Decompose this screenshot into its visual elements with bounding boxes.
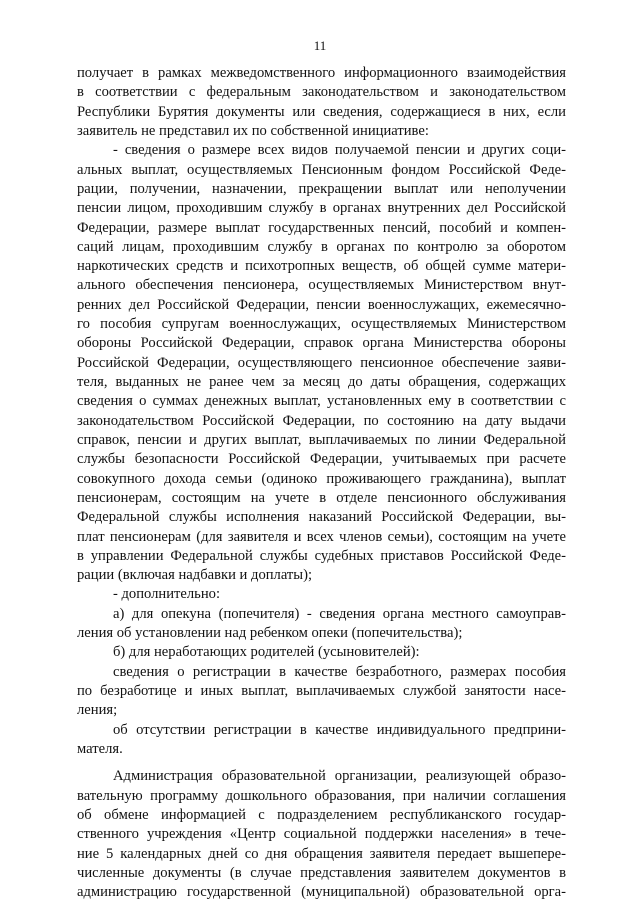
text-line: а) для опекуна (попечителя) - сведения органа местного самоуправ- [113,605,566,622]
text-line: сведения о суммах денежных выплат, установленных ему в соответствии с [77,393,566,410]
text-line: получает в рамках межведомственного информационного взаимодействия [77,65,566,81]
text-line: саций лицам, проходившим службу в органах по контролю за оборотом [77,238,566,255]
paragraph-gap [77,759,566,767]
text-line: об обмене информацией с подразделением республиканского государ- [77,806,566,823]
text-line: рации, получении, назначении, прекращении выплат или неполучении [77,180,566,197]
text-line: ренних дел Российской Федерации, пенсии военнослужащих, ежемесячно- [77,296,566,313]
text-line: ления; [77,702,118,719]
text-line: Российской Федерации, осуществляющего пенсионное обеспечение заяви- [77,354,566,371]
text-line: пенсионерам, состоящим на учете в отделе пенсионного обслуживания [77,489,566,506]
text-line: заявитель не представил их по собственной инициативе: [77,122,429,139]
text-line: обороны Российской Федерации, справок органа Министерства обороны [77,335,566,352]
text-line: сведения о регистрации в качестве безработного, размерах пособия [113,663,566,680]
text-line: го пособия супругам военнослужащих, осуществляемых Министерством [77,316,566,333]
text-line: об отсутствии регистрации в качестве индивидуального предприни- [113,721,566,738]
paragraph [77,585,566,604]
text-line: Республики Бурятия документы или сведения, содержащиеся в них, если [77,103,566,120]
text-line: ления об установлении над ребенком опеки (попечительства); [77,625,463,642]
text-line: законодательством Российской Федерации, по состоянию на дату выдачи [77,412,566,429]
text-line: по безработице и иных выплат, выплачиваемых службой занятости насе- [77,683,566,699]
text-line: альных выплат, осуществляемых Пенсионным фондом Российской Феде- [77,161,566,178]
text-line: справок, пенсии и других выплат, выплачиваемых по линии Федеральной [77,431,566,448]
text-line: рации (включая надбавки и доплаты); [77,567,313,584]
text-line: Федеральной службы исполнения наказаний Российской Федерации, вы- [77,509,566,526]
paragraph [77,663,566,721]
text-line: пенсии лицом, проходившим службу в органах внутренних дел Российской [77,200,566,217]
text-line: наркотических средств и психотропных веществ, об общей сумме матери- [77,258,566,275]
text-line: Федерации, размере выплат государственных пенсий, пособий и компен- [77,219,566,236]
text-line: администрацию государственной (муниципальной) образовательной орга- [77,884,566,901]
text-line: Администрация образовательной организации, реализующей образо- [113,768,566,785]
document-body [77,64,566,902]
text-line: ние 5 календарных дней со дня обращения заявителя передает вышепере- [77,845,566,862]
text-line: численные документы (в случае представления заявителем документов в [77,864,566,881]
text-line: плат пенсионерам (для заявителя и всех членов семьи), состоящим на учете [77,528,566,545]
paragraph [77,643,566,662]
paragraph [77,605,566,644]
text-line: ственного учреждения «Центр социальной поддержки населения» в тече- [77,826,566,843]
text-line: мателя. [77,740,123,757]
text-line: - сведения о размере всех видов получаемой пенсии и других соци- [113,142,566,159]
text-line: в соответствии с федеральным законодательством и законодательством [77,84,566,101]
text-line: теля, выданных не ранее чем за месяц до даты обращения, содержащих [77,374,566,390]
paragraph [77,141,566,585]
page-number: 11 [313,38,327,53]
text-line: - дополнительно: [113,586,221,603]
text-line: вательную программу дошкольного образования, при наличии соглашения [77,787,566,804]
paragraph [77,721,566,760]
paragraph [77,64,566,141]
text-line: в управлении Федеральной службы судебных приставов Российской Феде- [77,547,566,564]
text-line: службы безопасности Российской Федерации, учитываемых при расчете [77,451,566,468]
text-line: совокупного дохода семьи (одиноко проживающего гражданина), выплат [77,470,566,487]
text-line: б) для неработающих родителей (усыновителей): [113,644,420,661]
text-line: ального обеспечения пенсионера, осуществляемых Министерством внут- [77,277,566,294]
paragraph [77,767,566,902]
